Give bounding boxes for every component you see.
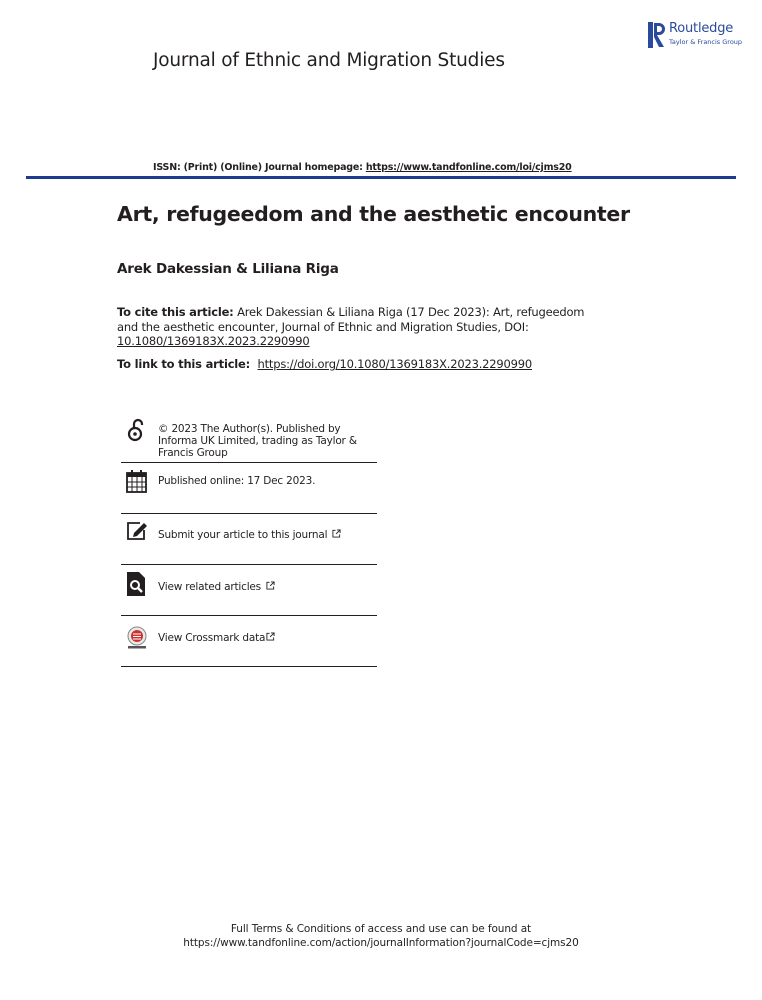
- routledge-logo-icon: [648, 22, 666, 48]
- crossmark-row[interactable]: [121, 615, 377, 667]
- external-link-icon: [332, 529, 341, 538]
- cite-text: Arek Dakessian & Liliana Riga (17 Dec 2023): Art, refugeedom and the aesthetic encounter, Journal of Ethnic and Migration Studies, DOI:: [117, 305, 585, 334]
- article-authors: Arek Dakessian & Liliana Riga: [117, 261, 339, 277]
- license-row: [121, 418, 377, 463]
- open-access-icon: [126, 418, 148, 442]
- submit-row[interactable]: [121, 513, 377, 565]
- citation-block: [117, 305, 587, 349]
- footer-terms: [0, 922, 762, 950]
- edit-icon: [126, 519, 148, 543]
- related-row[interactable]: [121, 564, 377, 616]
- cite-doi-link[interactable]: 10.1080/1369183X.2023.2290990: [117, 334, 310, 348]
- crossmark-icon: [126, 626, 148, 650]
- article-title: Art, refugeedom and the aesthetic encounter: [117, 202, 630, 226]
- footer-line-1: Full Terms & Conditions of access and use can be found at: [230, 923, 532, 935]
- search-document-icon: [126, 572, 148, 596]
- footer-terms-link[interactable]: https://www.tandfonline.com/action/journalInformation?journalCode=cjms20: [183, 937, 579, 949]
- journal-homepage-link[interactable]: https://www.tandfonline.com/loi/cjms20: [365, 162, 572, 173]
- publisher-name: Routledge: [669, 21, 734, 36]
- publisher-subtitle: Taylor & Francis Group: [669, 38, 743, 46]
- crossmark-link[interactable]: [158, 632, 380, 644]
- external-link-icon: [266, 581, 275, 590]
- submit-article-label: Submit your article to this journal: [158, 529, 328, 541]
- related-articles-label: View related articles: [158, 581, 261, 593]
- journal-title: Journal of Ethnic and Migration Studies: [153, 50, 505, 71]
- link-label: To link to this article:: [117, 357, 251, 371]
- crossmark-label: View Crossmark data: [158, 632, 266, 644]
- issn-label: ISSN: (Print) (Online) Journal homepage:: [153, 162, 363, 173]
- publisher-logo: [648, 20, 748, 48]
- published-row: [121, 462, 377, 514]
- article-doi-link[interactable]: https://doi.org/10.1080/1369183X.2023.2290990: [257, 357, 532, 371]
- submit-article-link[interactable]: [158, 529, 380, 541]
- header-divider: [26, 176, 736, 179]
- article-link-block: [117, 357, 532, 371]
- published-date: Published online: 17 Dec 2023.: [158, 475, 316, 487]
- calendar-icon: [126, 470, 148, 494]
- related-articles-link[interactable]: [158, 581, 380, 593]
- license-text: © 2023 The Author(s). Published by Informa UK Limited, trading as Taylor & Francis Group: [158, 423, 357, 459]
- cite-label: To cite this article:: [117, 305, 234, 319]
- issn-line: [153, 162, 572, 173]
- external-link-icon: [266, 632, 275, 641]
